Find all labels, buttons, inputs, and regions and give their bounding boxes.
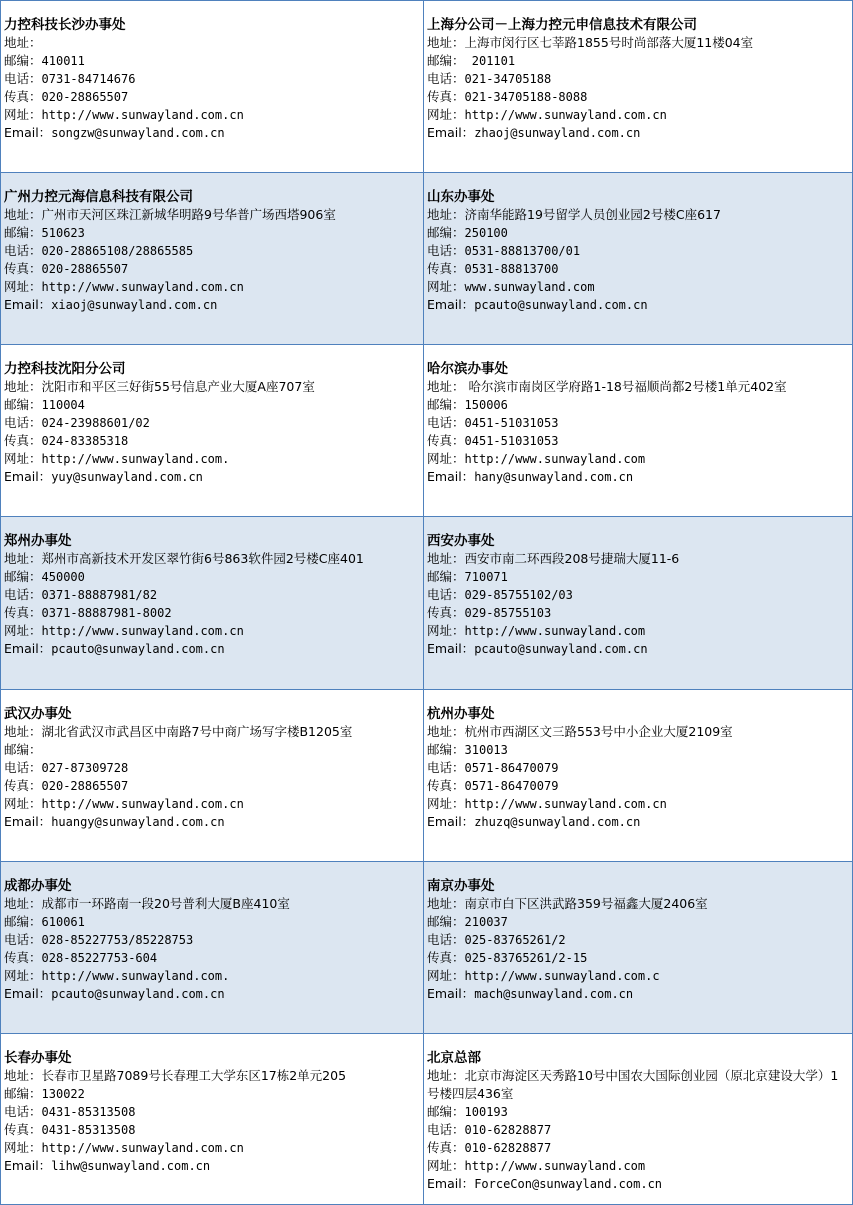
office-address	[427, 550, 852, 568]
office-email-label: Email：	[4, 297, 52, 313]
office-fax-label: 传真：	[427, 433, 465, 449]
office-fax-value: 025-83765261/2-15	[464, 950, 588, 965]
table-row	[1, 517, 853, 689]
office-fax-value: 020-28865507	[41, 262, 129, 277]
office-website	[4, 450, 423, 468]
office-address	[427, 378, 852, 396]
office-email-label: Email：	[427, 813, 475, 829]
office-phone-label: 电话：	[427, 1121, 465, 1137]
office-postcode-label: 邮编：	[4, 397, 42, 413]
office-phone-label: 电话：	[4, 587, 42, 603]
office-fax-label: 传真：	[4, 261, 42, 277]
office-email-value: lihw@sunwayland.com.cn	[51, 1158, 211, 1173]
office-address-label: 地址：	[4, 551, 42, 567]
office-website-label: 网址：	[4, 623, 42, 639]
office-postcode	[4, 396, 423, 414]
office-phone-label: 电话：	[4, 931, 42, 947]
table-row	[1, 345, 853, 517]
office-website	[427, 450, 852, 468]
office-website-label: 网址：	[427, 623, 465, 639]
office-address-label: 地址：	[4, 723, 42, 739]
office-fax-value: 029-85755103	[464, 606, 552, 621]
office-website-label: 网址：	[427, 795, 465, 811]
office-email	[4, 468, 423, 486]
office-phone-value: 0371-88887981/82	[41, 588, 158, 603]
table-row	[1, 689, 853, 861]
office-postcode	[427, 396, 852, 414]
office-address-value: 杭州市西湖区文三路553号中小企业大厦2109室	[464, 723, 733, 739]
office-phone	[4, 70, 423, 88]
office-address-value: 北京市海淀区天秀路10号中国农大国际创业园（原北京建设大学）1号楼四层436室	[427, 1067, 839, 1101]
office-postcode	[427, 913, 852, 931]
office-name: 杭州办事处	[427, 705, 495, 722]
office-address-value: 湖北省武汉市武昌区中南路7号中商广场写字楼B1205室	[41, 723, 353, 739]
office-email-value: pcauto@sunwayland.com.cn	[51, 642, 225, 657]
table-row	[1, 1033, 853, 1204]
office-card-shenyang	[1, 345, 424, 517]
office-email	[427, 640, 852, 658]
office-address	[427, 723, 852, 741]
office-fax-value: 010-62828877	[464, 1140, 552, 1155]
office-website	[4, 106, 423, 124]
office-postcode-label: 邮编：	[4, 913, 42, 929]
office-email-value: huangy@sunwayland.com.cn	[51, 814, 225, 829]
office-address-label: 地址：	[427, 551, 465, 567]
office-postcode-label: 邮编：	[427, 1103, 465, 1119]
office-email-label: Email：	[4, 641, 52, 657]
office-name: 上海分公司－上海力控元申信息技术有限公司	[427, 17, 697, 33]
office-email-label: Email：	[427, 1175, 475, 1191]
office-website-label: 网址：	[427, 279, 465, 295]
office-postcode	[4, 913, 423, 931]
office-email-label: Email：	[4, 1157, 52, 1173]
office-phone-label: 电话：	[427, 931, 465, 947]
office-address-value: 南京市白下区洪武路359号福鑫大厦2406室	[464, 895, 708, 911]
office-phone-label: 电话：	[4, 71, 42, 86]
office-fax-label: 传真：	[4, 433, 42, 449]
office-name: 西安办事处	[427, 533, 495, 550]
office-website-value: www.sunwayland.com	[464, 280, 595, 295]
office-postcode-value: 110004	[41, 398, 85, 413]
table-row	[1, 173, 853, 345]
office-name: 广州力控元海信息科技有限公司	[4, 189, 193, 206]
office-fax	[427, 88, 852, 106]
office-postcode-value: 130022	[41, 1086, 85, 1101]
office-address-label: 地址：	[427, 207, 465, 223]
office-website	[427, 278, 852, 296]
office-postcode-value: 150006	[464, 398, 508, 413]
office-card-hangzhou	[424, 689, 853, 861]
office-address-label: 地址：	[427, 1067, 465, 1083]
office-address-label: 地址：	[4, 207, 42, 223]
office-fax-value: 024-83385318	[41, 434, 129, 449]
office-address-label: 地址：	[427, 895, 465, 911]
office-phone-value: 029-85755102/03	[464, 588, 573, 603]
office-email-label: Email：	[427, 125, 475, 140]
office-postcode-value: 250100	[464, 226, 508, 241]
office-address-value: 郑州市高新技术开发区翠竹街6号863软件园2号楼C座401	[41, 551, 364, 567]
office-postcode-value: 510623	[41, 226, 85, 241]
office-address	[427, 34, 852, 52]
office-email-value: zhaoj@sunwayland.com.cn	[474, 126, 641, 140]
office-phone	[427, 759, 852, 777]
office-phone	[427, 586, 852, 604]
office-fax	[4, 260, 423, 278]
office-email-value: songzw@sunwayland.com.cn	[51, 126, 225, 140]
office-card-wuhan	[1, 689, 424, 861]
office-name: 郑州办事处	[4, 533, 72, 550]
office-postcode-label: 邮编：	[427, 569, 465, 585]
office-address	[427, 1067, 852, 1103]
office-address	[4, 34, 423, 52]
office-address	[427, 895, 852, 913]
office-phone-label: 电话：	[427, 415, 465, 431]
office-card-nanjing	[424, 861, 853, 1033]
office-email	[427, 296, 852, 314]
office-email-label: Email：	[427, 469, 475, 485]
office-email	[427, 813, 852, 831]
office-postcode-label: 邮编：	[427, 741, 465, 757]
office-postcode	[427, 52, 852, 70]
office-phone	[4, 931, 423, 949]
office-postcode	[427, 224, 852, 242]
table-row	[1, 861, 853, 1033]
office-website	[427, 1157, 852, 1175]
office-name: 力控科技沈阳分公司	[4, 361, 126, 378]
office-phone-value: 020-28865108/28865585	[41, 244, 194, 259]
office-website-value: http://www.sunwayland.com	[464, 624, 646, 639]
office-address-value: 西安市南二环西段208号捷瑞大厦11-6	[464, 551, 680, 567]
office-phone-label: 电话：	[4, 243, 42, 259]
office-email-label: Email：	[427, 297, 475, 313]
office-website-label: 网址：	[4, 795, 42, 811]
office-address-value: 沈阳市和平区三好街55号信息产业大厦A座707室	[41, 379, 315, 395]
office-email-label: Email：	[4, 813, 52, 829]
office-address-value: 成都市一环路南一段20号普利大厦B座410室	[41, 895, 290, 911]
office-website	[4, 622, 423, 640]
office-phone	[427, 414, 852, 432]
office-fax	[427, 949, 852, 967]
office-phone	[427, 1121, 852, 1139]
office-postcode-value: 710071	[464, 570, 508, 585]
office-postcode-label: 邮编：	[4, 53, 42, 68]
office-phone	[4, 242, 423, 260]
office-email	[4, 640, 423, 658]
office-website-value: http://www.sunwayland.com.cn	[464, 108, 667, 122]
office-postcode-label: 邮编：	[427, 913, 465, 929]
office-address-value: 上海市闵行区七莘路1855号时尚部落大厦11楼04室	[464, 35, 754, 50]
office-address	[4, 895, 423, 913]
office-postcode	[4, 1085, 423, 1103]
office-name: 长春办事处	[4, 1049, 72, 1066]
office-postcode-label: 邮编：	[4, 225, 42, 241]
office-email	[4, 813, 423, 831]
office-fax-value: 0451-51031053	[464, 434, 559, 449]
office-name: 南京办事处	[427, 877, 495, 894]
office-fax-label: 传真：	[4, 89, 42, 104]
office-fax-label: 传真：	[4, 777, 42, 793]
office-phone-label: 电话：	[427, 71, 465, 86]
office-postcode-value: 610061	[41, 914, 85, 929]
office-card-beijing	[424, 1033, 853, 1204]
office-address	[4, 723, 423, 741]
office-website	[427, 967, 852, 985]
office-postcode	[4, 568, 423, 586]
office-postcode-label: 邮编：	[4, 741, 42, 757]
office-fax-label: 传真：	[427, 261, 465, 277]
office-postcode-value: 201101	[464, 54, 516, 68]
office-fax-value: 020-28865507	[41, 90, 129, 104]
office-name: 哈尔滨办事处	[427, 361, 508, 378]
office-email	[427, 985, 852, 1003]
office-address	[4, 1067, 423, 1085]
office-email-label: Email：	[427, 985, 475, 1001]
office-website-value: http://www.sunwayland.com.cn	[41, 280, 244, 295]
office-postcode-label: 邮编：	[4, 1085, 42, 1101]
office-postcode	[4, 224, 423, 242]
office-phone-value: 010-62828877	[464, 1122, 552, 1137]
office-postcode	[427, 1103, 852, 1121]
office-postcode-value: 310013	[464, 742, 508, 757]
office-fax-label: 传真：	[427, 605, 465, 621]
office-fax-label: 传真：	[4, 605, 42, 621]
office-postcode	[4, 741, 423, 759]
office-website	[4, 795, 423, 813]
office-fax-label: 传真：	[427, 777, 465, 793]
office-postcode-value: 100193	[464, 1104, 508, 1119]
office-fax	[427, 604, 852, 622]
office-fax-value: 021-34705188-8088	[464, 90, 588, 104]
office-card-changchun	[1, 1033, 424, 1204]
office-fax-label: 传真：	[427, 949, 465, 965]
office-website-label: 网址：	[4, 1139, 42, 1155]
office-website-value: http://www.sunwayland.com.cn	[41, 108, 244, 122]
office-address	[4, 378, 423, 396]
office-card-zhengzhou	[1, 517, 424, 689]
office-email	[427, 124, 852, 142]
office-phone-label: 电话：	[427, 587, 465, 603]
office-fax	[427, 260, 852, 278]
office-phone-label: 电话：	[4, 415, 42, 431]
office-card-shandong	[424, 173, 853, 345]
office-postcode	[427, 568, 852, 586]
office-fax	[427, 777, 852, 795]
office-website-value: http://www.sunwayland.com	[464, 1158, 646, 1173]
office-postcode-value: 450000	[41, 570, 85, 585]
office-fax-value: 0371-88887981-8002	[41, 606, 172, 621]
office-fax-label: 传真：	[427, 1139, 465, 1155]
office-email	[4, 296, 423, 314]
office-website	[4, 967, 423, 985]
office-name: 山东办事处	[427, 189, 495, 206]
office-website	[427, 106, 852, 124]
office-website-label: 网址：	[4, 967, 42, 983]
office-postcode-label: 邮编：	[4, 569, 42, 585]
office-card-guangzhou	[1, 173, 424, 345]
office-email-label: Email：	[4, 469, 52, 485]
office-phone-label: 电话：	[427, 759, 465, 775]
office-address	[4, 206, 423, 224]
office-email-value: mach@sunwayland.com.cn	[474, 986, 634, 1001]
office-postcode-label: 邮编：	[427, 397, 465, 413]
office-fax-value: 0531-88813700	[464, 262, 559, 277]
office-phone-value: 0731-84714676	[41, 72, 136, 86]
office-website-label: 网址：	[4, 451, 42, 467]
office-email-value: ForceCon@sunwayland.com.cn	[474, 1176, 663, 1191]
office-fax	[4, 949, 423, 967]
office-phone-value: 0571-86470079	[464, 760, 559, 775]
office-fax	[4, 777, 423, 795]
office-email-label: Email：	[4, 125, 52, 140]
office-phone-value: 021-34705188	[464, 72, 552, 86]
office-postcode-label: 邮编：	[427, 225, 465, 241]
office-fax	[4, 604, 423, 622]
office-email-label: Email：	[427, 641, 475, 657]
office-phone	[4, 759, 423, 777]
office-postcode-value: 210037	[464, 914, 508, 929]
office-email-value: pcauto@sunwayland.com.cn	[474, 642, 648, 657]
office-website-value: http://www.sunwayland.com.c	[464, 968, 660, 983]
office-email-label: Email：	[4, 985, 52, 1001]
office-postcode-value: 410011	[41, 54, 85, 68]
office-address-label: 地址：	[427, 35, 465, 50]
office-website-label: 网址：	[427, 967, 465, 983]
office-website-value: http://www.sunwayland.com.cn	[464, 796, 667, 811]
office-phone	[4, 1103, 423, 1121]
office-phone-label: 电话：	[427, 243, 465, 259]
office-postcode	[427, 741, 852, 759]
office-email	[427, 468, 852, 486]
office-postcode-label: 邮编：	[427, 53, 465, 68]
office-website-label: 网址：	[4, 279, 42, 295]
office-postcode	[4, 52, 423, 70]
office-address-value: 济南华能路19号留学人员创业园2号楼C座617	[464, 207, 721, 223]
office-email-value: xiaoj@sunwayland.com.cn	[51, 298, 218, 313]
office-address-label: 地址：	[427, 723, 465, 739]
office-card-harbin	[424, 345, 853, 517]
office-phone	[427, 242, 852, 260]
office-website	[4, 1139, 423, 1157]
office-website	[427, 795, 852, 813]
office-phone-value: 0531-88813700/01	[464, 244, 581, 259]
office-fax-label: 传真：	[4, 1121, 42, 1137]
office-name: 力控科技长沙办事处	[4, 17, 126, 33]
office-email	[427, 1175, 852, 1193]
office-fax-value: 0431-85313508	[41, 1122, 136, 1137]
office-address	[4, 550, 423, 568]
office-website-label: 网址：	[4, 107, 42, 122]
office-email-value: pcauto@sunwayland.com.cn	[51, 986, 225, 1001]
office-website-label: 网址：	[427, 1157, 465, 1173]
office-name: 成都办事处	[4, 877, 72, 894]
office-email-value: yuy@sunwayland.com.cn	[51, 470, 203, 485]
office-fax-value: 028-85227753-604	[41, 950, 158, 965]
office-address-value: 长春市卫星路7089号长春理工大学东区17栋2单元205	[41, 1067, 347, 1083]
office-address	[427, 206, 852, 224]
office-name: 武汉办事处	[4, 705, 72, 722]
office-fax	[4, 432, 423, 450]
office-website-value: http://www.sunwayland.com.cn	[41, 796, 244, 811]
office-name: 北京总部	[427, 1049, 481, 1066]
office-card-chengdu	[1, 861, 424, 1033]
office-email-value: zhuzq@sunwayland.com.cn	[474, 814, 641, 829]
office-address-label: 地址：	[4, 379, 42, 395]
office-website-label: 网址：	[427, 451, 465, 467]
office-website-label: 网址：	[427, 107, 465, 122]
office-phone-value: 0451-51031053	[464, 416, 559, 431]
office-address-label: 地址：	[4, 35, 42, 50]
office-website-value: http://www.sunwayland.com.cn	[41, 624, 244, 639]
office-email	[4, 124, 423, 142]
office-address-label: 地址：	[4, 1067, 42, 1083]
office-phone-value: 024-23988601/02	[41, 416, 150, 431]
office-email	[4, 1157, 423, 1175]
office-phone-value: 0431-85313508	[41, 1104, 136, 1119]
office-phone-value: 028-85227753/85228753	[41, 932, 194, 947]
office-address-value: 广州市天河区珠江新城华明路9号华普广场西塔906室	[41, 207, 336, 223]
office-email-value: hany@sunwayland.com.cn	[474, 470, 634, 485]
office-phone-label: 电话：	[4, 759, 42, 775]
office-email	[4, 985, 423, 1003]
office-fax-label: 传真：	[4, 949, 42, 965]
office-fax	[4, 1121, 423, 1139]
office-card-changsha	[1, 1, 424, 173]
office-phone-value: 025-83765261/2	[464, 932, 566, 947]
office-fax	[427, 432, 852, 450]
office-fax	[4, 88, 423, 106]
table-row	[1, 1, 853, 173]
office-address-value: 哈尔滨市南岗区学府路1-18号福顺尚都2号楼1单元402室	[464, 379, 787, 395]
office-fax-value: 020-28865507	[41, 778, 129, 793]
office-fax	[427, 1139, 852, 1157]
office-card-xian	[424, 517, 853, 689]
office-email-value: pcauto@sunwayland.com.cn	[474, 298, 648, 313]
office-fax-value: 0571-86470079	[464, 778, 559, 793]
office-address-label: 地址：	[427, 379, 465, 395]
office-fax-label: 传真：	[427, 89, 465, 104]
office-phone-label: 电话：	[4, 1103, 42, 1119]
office-website	[4, 278, 423, 296]
office-phone	[427, 70, 852, 88]
office-address-label: 地址：	[4, 895, 42, 911]
office-website-value: http://www.sunwayland.com.cn	[41, 1140, 244, 1155]
office-phone-value: 027-87309728	[41, 760, 129, 775]
office-phone	[4, 586, 423, 604]
office-website-value: http://www.sunwayland.com.	[41, 452, 230, 467]
office-website	[427, 622, 852, 640]
office-phone	[4, 414, 423, 432]
office-phone	[427, 931, 852, 949]
office-website-value: http://www.sunwayland.com.	[41, 968, 230, 983]
office-website-value: http://www.sunwayland.com	[464, 452, 646, 467]
office-card-shanghai	[424, 1, 853, 173]
